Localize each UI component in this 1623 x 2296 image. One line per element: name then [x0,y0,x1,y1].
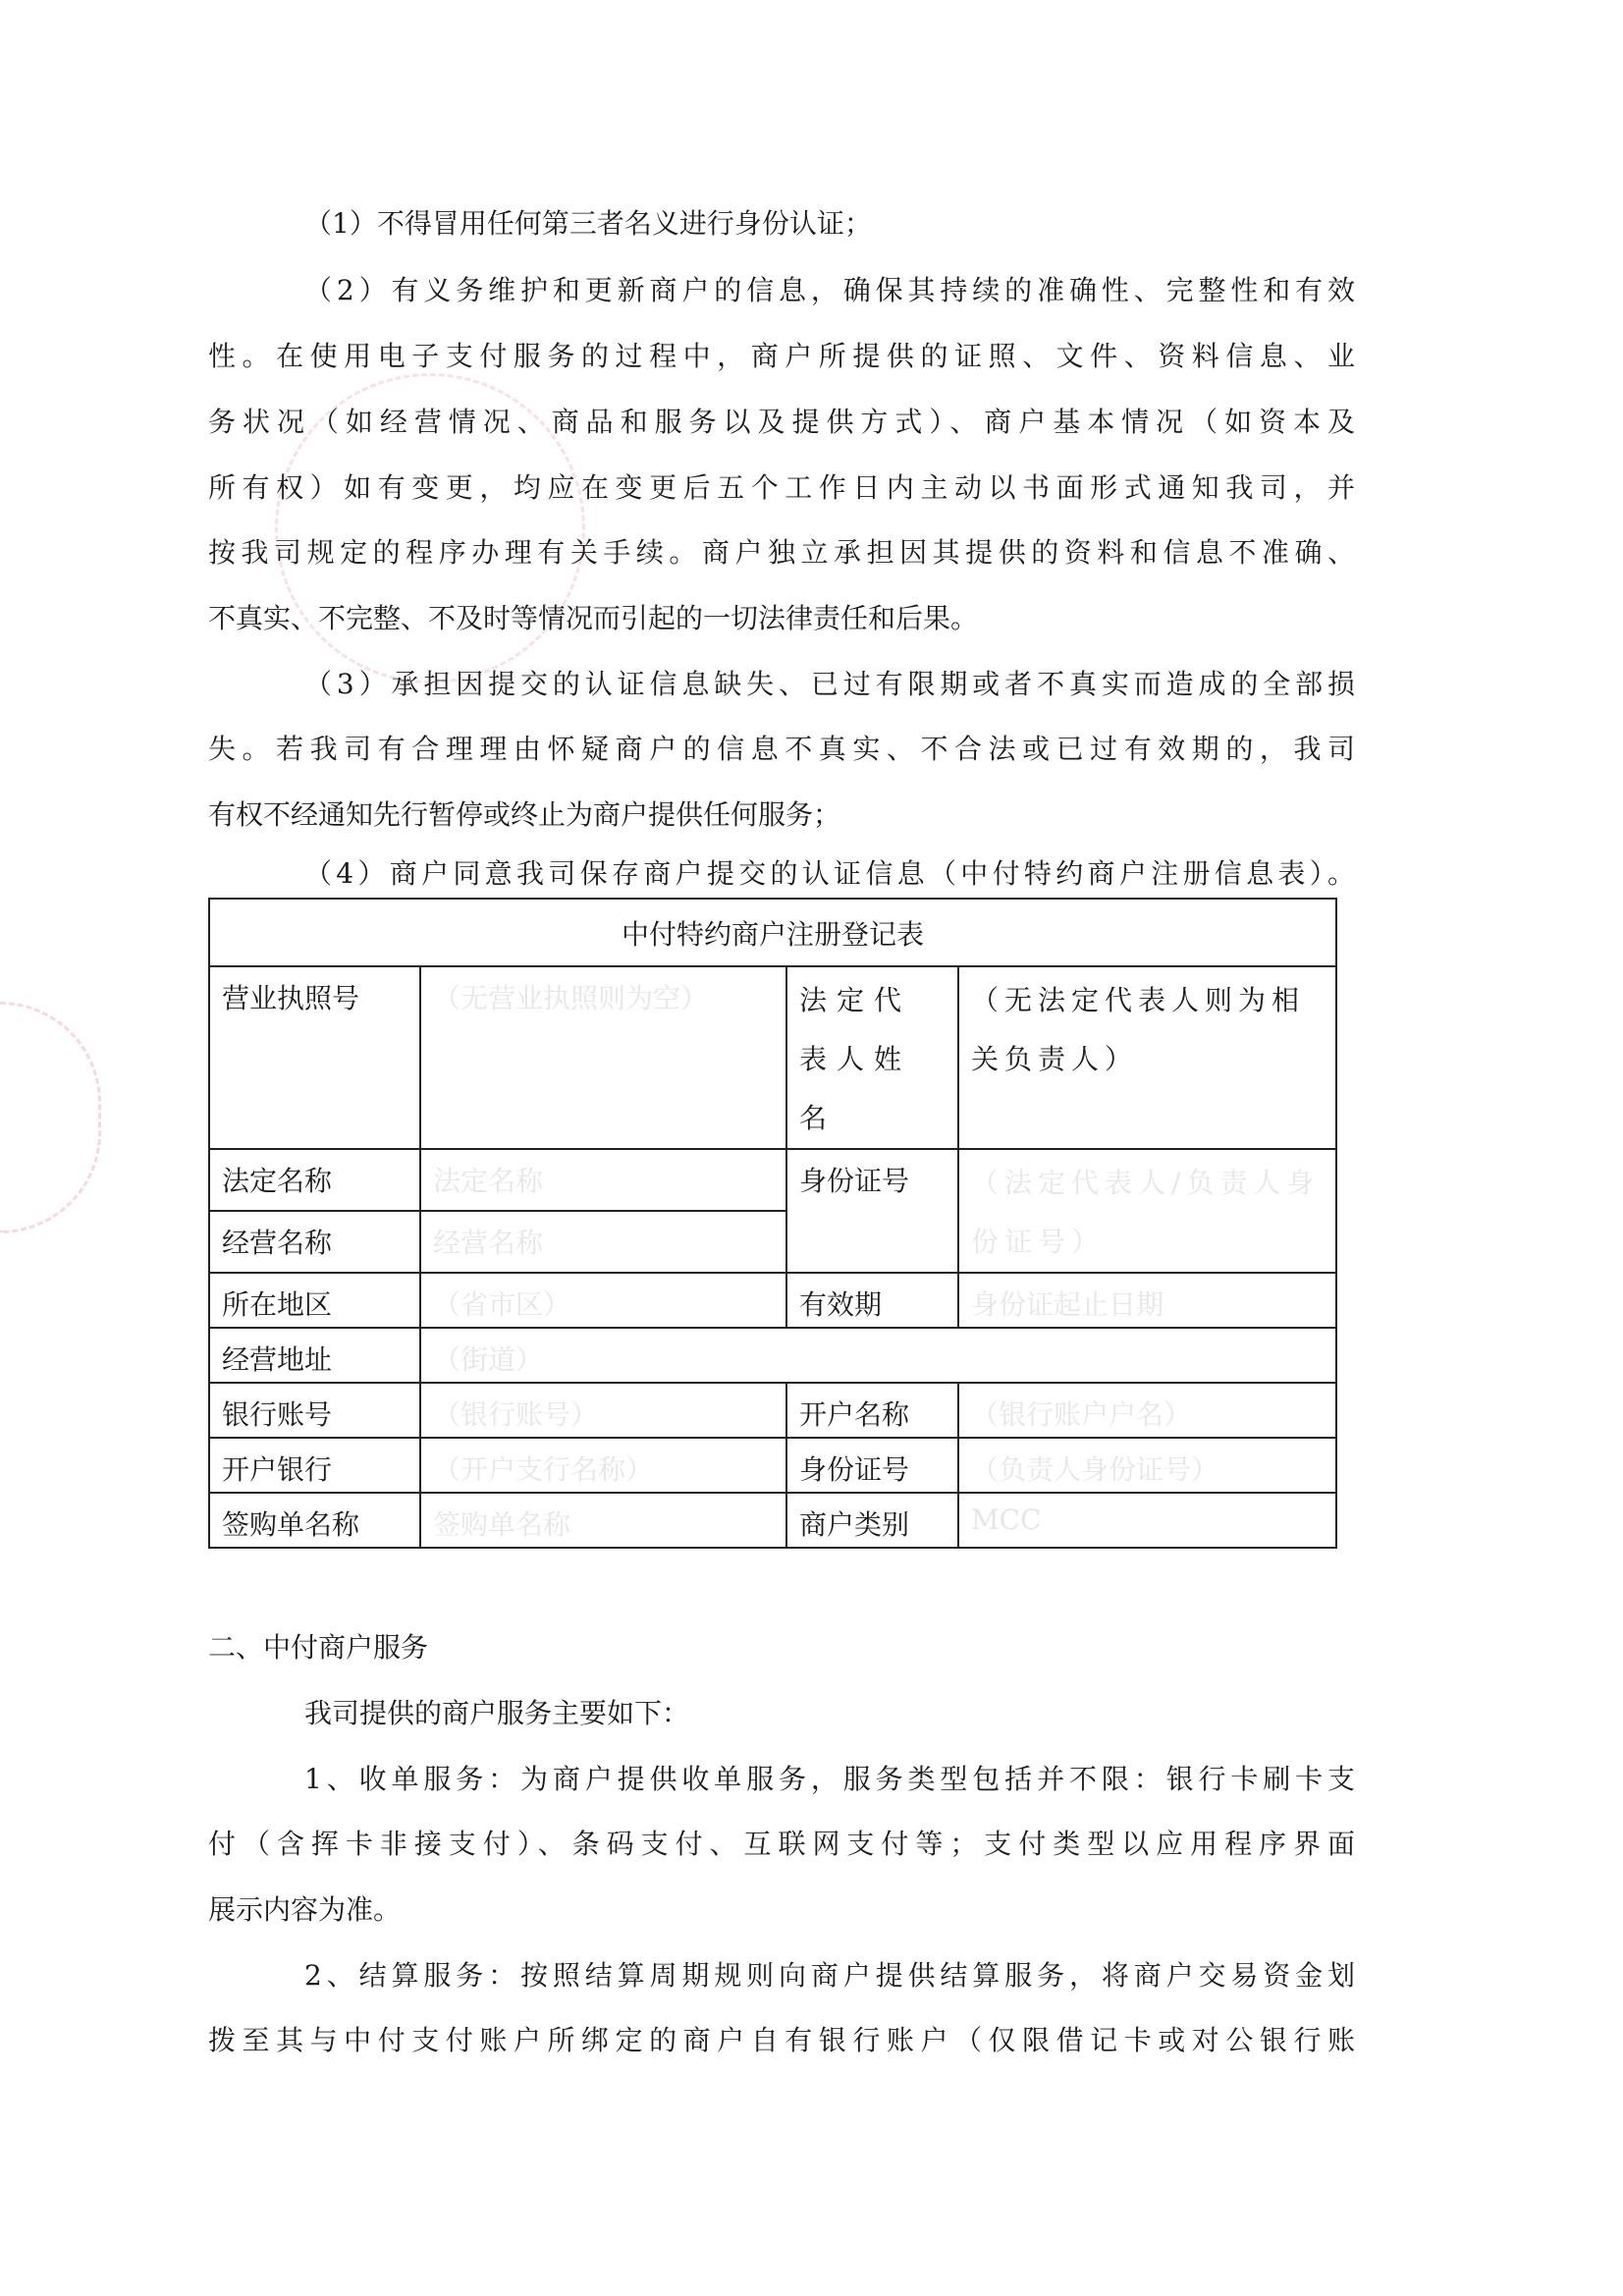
region-label: 所在地区 [209,1273,420,1328]
table-title-row [209,899,1336,966]
service-1-line: 付（含挥卡非接支付）、条码支付、互联网支付等；支付类型以应用程序界面 [208,1828,1355,1860]
receipt-name-field[interactable]: 签购单名称 [420,1493,786,1548]
merchant-type-label: 商户类别 [786,1493,958,1548]
operating-name-field[interactable]: 经营名称 [420,1211,786,1273]
clause-2-line: 性。在使用电子支付服务的过程中，商户所提供的证照、文件、资料信息、业 [208,340,1355,372]
clause-2-line: 不真实、不完整、不及时等情况而引起的一切法律责任和后果。 [208,602,979,634]
clause-2-line: （2）有义务维护和更新商户的信息，确保其持续的准确性、完整性和有效 [304,274,1355,306]
clause-1: （1）不得冒用任何第三者名义进行身份认证； [304,207,872,240]
bank-account-label: 银行账号 [209,1383,420,1438]
service-2-line: 拨至其与中付支付账户所绑定的商户自有银行账户（仅限借记卡或对公银行账 [208,2024,1355,2056]
clause-2-line: 按我司规定的程序办理有关手续。商户独立承担因其提供的资料和信息不准确、 [208,536,1355,569]
address-field[interactable]: （街道） [420,1328,1336,1383]
id-number2-label: 身份证号 [786,1438,958,1493]
edge-seal-stamp [0,1002,101,1233]
table-row [209,1438,1336,1493]
account-name-field[interactable]: （银行账户户名） [958,1383,1336,1438]
clause-3-line: 有权不经通知先行暂停或终止为商户提供任何服务； [208,798,841,831]
clause-4: （4）商户同意我司保存商户提交的认证信息（中付特约商户注册信息表）。 [304,857,1355,890]
merchant-registration-table [208,898,1337,1549]
table-row [209,1273,1336,1328]
service-1-line: 展示内容为准。 [208,1893,402,1926]
validity-label: 有效期 [786,1273,958,1328]
table-title: 中付特约商户注册登记表 [209,899,1336,966]
clause-2-line: 所有权）如有变更，均应在变更后五个工作日内主动以书面形式通知我司，并 [208,471,1355,504]
table-row [209,966,1336,1149]
clause-3-line: 失。若我司有合理理由怀疑商户的信息不真实、不合法或已过有效期的，我司 [208,733,1355,765]
id-number-label: 身份证号 [786,1149,958,1273]
bank-account-field[interactable]: （银行账号） [420,1383,786,1438]
id-number-field[interactable]: （法定代表人/负责人身份证号） [958,1149,1336,1273]
region-field[interactable]: （省市区） [420,1273,786,1328]
legal-name-field[interactable]: 法定名称 [420,1149,786,1211]
table-row [209,1149,1336,1211]
id-number2-field[interactable]: （负责人身份证号） [958,1438,1336,1493]
bank-field[interactable]: （开户支行名称） [420,1438,786,1493]
address-label: 经营地址 [209,1328,420,1383]
table-row [209,1328,1336,1383]
merchant-type-field[interactable]: MCC [958,1493,1336,1548]
receipt-name-label: 签购单名称 [209,1493,420,1548]
legal-name-label: 法定名称 [209,1149,420,1211]
service-1-line: 1、收单服务：为商户提供收单服务，服务类型包括并不限：银行卡刷卡支 [304,1763,1355,1795]
table-row [209,1493,1336,1548]
operating-name-label: 经营名称 [209,1211,420,1273]
section-intro: 我司提供的商户服务主要如下： [304,1697,690,1729]
clause-3-line: （3）承担因提交的认证信息缺失、已过有限期或者不真实而造成的全部损 [304,668,1355,700]
table-row [209,1383,1336,1438]
legal-rep-label: 法定代表人姓名 [786,966,958,1149]
validity-field[interactable]: 身份证起止日期 [958,1273,1336,1328]
clause-2-line: 务状况（如经营情况、商品和服务以及提供方式）、商户基本情况（如资本及 [208,406,1355,438]
business-license-label: 营业执照号 [209,966,420,1149]
bank-label: 开户银行 [209,1438,420,1493]
business-license-field[interactable]: （无营业执照则为空） [420,966,786,1149]
service-2-line: 2、结算服务：按照结算周期规则向商户提供结算服务，将商户交易资金划 [304,1959,1355,1992]
section-heading: 二、中付商户服务 [208,1631,429,1664]
legal-rep-field[interactable]: （无法定代表人则为相关负责人） [958,966,1336,1149]
account-name-label: 开户名称 [786,1383,958,1438]
